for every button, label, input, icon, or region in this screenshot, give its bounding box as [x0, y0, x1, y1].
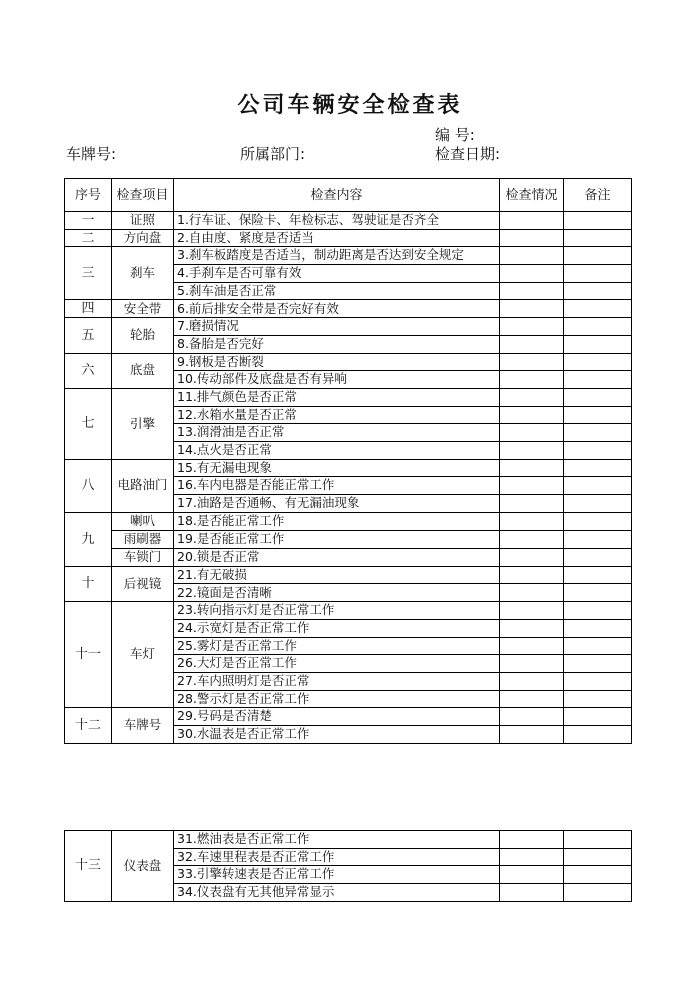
status-cell[interactable]	[500, 831, 564, 849]
status-cell[interactable]	[500, 708, 564, 726]
row-content: 27.车内照明灯是否正常	[174, 672, 500, 690]
table-row	[65, 247, 632, 265]
row-subitem: 车锁门	[123, 549, 162, 565]
row-content: 17.油路是否通畅、有无漏油现象	[174, 495, 500, 513]
row-seq: 一	[65, 212, 112, 230]
note-cell[interactable]	[564, 690, 632, 708]
row-content: 29.号码是否清楚	[174, 708, 500, 726]
note-cell[interactable]	[564, 530, 632, 548]
row-item: 仪表盘	[112, 831, 174, 902]
row-seq: 八	[65, 459, 112, 512]
status-cell[interactable]	[500, 690, 564, 708]
row-seq: 五	[65, 318, 112, 353]
note-cell[interactable]	[564, 602, 632, 620]
status-cell[interactable]	[500, 318, 564, 336]
status-cell[interactable]	[500, 637, 564, 655]
row-content: 12.水箱水量是否正常	[174, 406, 500, 424]
row-content: 11.排气颜色是否正常	[174, 388, 500, 406]
note-cell[interactable]	[564, 708, 632, 726]
row-content: 30.水温表是否正常工作	[174, 725, 500, 743]
table-row	[65, 512, 632, 530]
row-seq: 二	[65, 229, 112, 247]
row-subitem: 喇叭	[112, 513, 173, 531]
header-content: 检查内容	[174, 179, 500, 212]
row-content: 28.警示灯是否正常工作	[174, 690, 500, 708]
row-content: 31.燃油表是否正常工作	[174, 831, 500, 849]
row-content: 32.车速里程表是否正常工作	[174, 848, 500, 866]
row-content: 10.传动部件及底盘是否有异响	[174, 371, 500, 389]
row-seq: 十	[65, 566, 112, 601]
status-cell[interactable]	[500, 477, 564, 495]
row-seq: 七	[65, 388, 112, 459]
row-content: 24.示宽灯是否正常工作	[174, 619, 500, 637]
row-item: 电路油门	[112, 459, 174, 512]
status-cell[interactable]	[500, 548, 564, 566]
header-seq: 序号	[65, 179, 112, 212]
row-item: 后视镜	[112, 566, 174, 601]
row-content: 26.大灯是否正常工作	[174, 655, 500, 673]
row-item: 证照	[112, 212, 174, 230]
note-cell[interactable]	[564, 566, 632, 584]
row-content: 8.备胎是否完好	[174, 335, 500, 353]
row-content: 4.手刹车是否可靠有效	[174, 265, 500, 283]
table-row	[65, 708, 632, 726]
row-content: 14.点火是否正常	[174, 441, 500, 459]
row-content: 15.有无漏电现象	[174, 459, 500, 477]
row-subitem: 雨刷器	[112, 531, 173, 549]
inspection-table	[64, 178, 632, 744]
status-cell[interactable]	[500, 866, 564, 884]
status-cell[interactable]	[500, 424, 564, 442]
status-cell[interactable]	[500, 335, 564, 353]
header-status: 检查情况	[500, 179, 564, 212]
inspection-date-label: 检查日期:	[435, 145, 501, 163]
row-seq: 十二	[65, 708, 112, 743]
header-row	[65, 179, 632, 212]
status-cell[interactable]	[500, 584, 564, 602]
status-cell[interactable]	[500, 459, 564, 477]
table-row	[65, 459, 632, 477]
note-cell[interactable]	[564, 477, 632, 495]
status-cell[interactable]	[500, 655, 564, 673]
status-cell[interactable]	[500, 406, 564, 424]
row-item: 车灯	[112, 602, 174, 708]
note-cell[interactable]	[564, 406, 632, 424]
note-cell[interactable]	[564, 512, 632, 530]
status-cell[interactable]	[500, 353, 564, 371]
page-title: 公司车辆安全检查表	[237, 93, 463, 118]
note-cell[interactable]	[564, 495, 632, 513]
row-content: 18.是否能正常工作	[174, 512, 500, 530]
status-cell[interactable]	[500, 282, 564, 300]
note-cell[interactable]	[564, 831, 632, 849]
note-cell[interactable]	[564, 318, 632, 336]
table-row	[65, 602, 632, 620]
row-content: 5.刹车油是否正常	[174, 282, 500, 300]
status-cell[interactable]	[500, 247, 564, 265]
note-cell[interactable]	[564, 335, 632, 353]
row-content: 6.前后排安全带是否完好有效	[174, 300, 500, 318]
status-cell[interactable]	[500, 300, 564, 318]
table-row	[65, 388, 632, 406]
row-item: 安全带	[112, 300, 174, 318]
status-cell[interactable]	[500, 672, 564, 690]
row-item: 轮胎	[112, 318, 174, 353]
row-content: 23.转向指示灯是否正常工作	[174, 602, 500, 620]
row-content: 2.自由度、紧度是否适当	[174, 229, 500, 247]
status-cell[interactable]	[500, 566, 564, 584]
note-cell[interactable]	[564, 459, 632, 477]
note-cell[interactable]	[564, 353, 632, 371]
note-cell[interactable]	[564, 637, 632, 655]
status-cell[interactable]	[500, 212, 564, 230]
row-content: 16.车内电器是否能正常工作	[174, 477, 500, 495]
note-cell[interactable]	[564, 388, 632, 406]
status-cell[interactable]	[500, 495, 564, 513]
note-cell[interactable]	[564, 229, 632, 247]
table-row	[65, 212, 632, 230]
status-cell[interactable]	[500, 530, 564, 548]
status-cell[interactable]	[500, 265, 564, 283]
row-content: 7.磨损情况	[174, 318, 500, 336]
note-cell[interactable]	[564, 212, 632, 230]
note-cell[interactable]	[564, 848, 632, 866]
row-item: 刹车	[112, 247, 174, 300]
table-row	[65, 318, 632, 336]
note-cell[interactable]	[564, 584, 632, 602]
table-row	[65, 831, 632, 849]
row-seq: 九	[65, 512, 112, 566]
row-content: 22.镜面是否清晰	[174, 584, 500, 602]
row-content: 9.钢板是否断裂	[174, 353, 500, 371]
header-note: 备注	[564, 179, 632, 212]
row-content: 21.有无破损	[174, 566, 500, 584]
note-cell[interactable]	[564, 655, 632, 673]
note-cell[interactable]	[564, 725, 632, 743]
note-cell[interactable]	[564, 282, 632, 300]
row-item: 车牌号	[112, 708, 174, 743]
note-cell[interactable]	[564, 424, 632, 442]
row-content: 34.仪表盘有无其他异常显示	[174, 884, 500, 902]
row-seq: 四	[65, 300, 112, 318]
status-cell[interactable]	[500, 371, 564, 389]
note-cell[interactable]	[564, 441, 632, 459]
note-cell[interactable]	[564, 265, 632, 283]
row-seq: 三	[65, 247, 112, 300]
table-row	[65, 300, 632, 318]
row-content: 25.雾灯是否正常工作	[174, 637, 500, 655]
header-item: 检查项目	[112, 179, 174, 212]
status-cell[interactable]	[500, 229, 564, 247]
row-seq: 十一	[65, 602, 112, 708]
table-row	[65, 353, 632, 371]
row-content: 3.刹车板踏度是否适当，制动距离是否达到安全规定	[174, 247, 500, 265]
note-cell[interactable]	[564, 548, 632, 566]
status-cell[interactable]	[500, 725, 564, 743]
row-content: 1.行车证、保险卡、年检标志、驾驶证是否齐全	[174, 212, 500, 230]
row-content: 20.锁是否正常	[174, 548, 500, 566]
row-seq: 十三	[65, 831, 112, 902]
status-cell[interactable]	[500, 512, 564, 530]
note-cell[interactable]	[564, 300, 632, 318]
row-item: 底盘	[112, 353, 174, 388]
row-content: 13.润滑油是否正常	[174, 424, 500, 442]
note-cell[interactable]	[564, 884, 632, 902]
status-cell[interactable]	[500, 602, 564, 620]
serial-number-label: 编 号:	[435, 126, 475, 144]
status-cell[interactable]	[500, 619, 564, 637]
status-cell[interactable]	[500, 441, 564, 459]
row-content: 33.引擎转速表是否正常工作	[174, 866, 500, 884]
note-cell[interactable]	[564, 619, 632, 637]
plate-number-label: 车牌号:	[66, 145, 117, 163]
row-content: 19.是否能正常工作	[174, 530, 500, 548]
note-cell[interactable]	[564, 672, 632, 690]
status-cell[interactable]	[500, 884, 564, 902]
row-item: 引擎	[112, 388, 174, 459]
note-cell[interactable]	[564, 866, 632, 884]
table-row	[65, 229, 632, 247]
row-seq: 六	[65, 353, 112, 388]
department-label: 所属部门:	[240, 145, 306, 163]
note-cell[interactable]	[564, 371, 632, 389]
status-cell[interactable]	[500, 848, 564, 866]
row-item: 方向盘	[112, 229, 174, 247]
inspection-table-continued	[64, 830, 632, 902]
status-cell[interactable]	[500, 388, 564, 406]
note-cell[interactable]	[564, 247, 632, 265]
table-row	[65, 566, 632, 584]
row-item-group	[112, 512, 174, 566]
